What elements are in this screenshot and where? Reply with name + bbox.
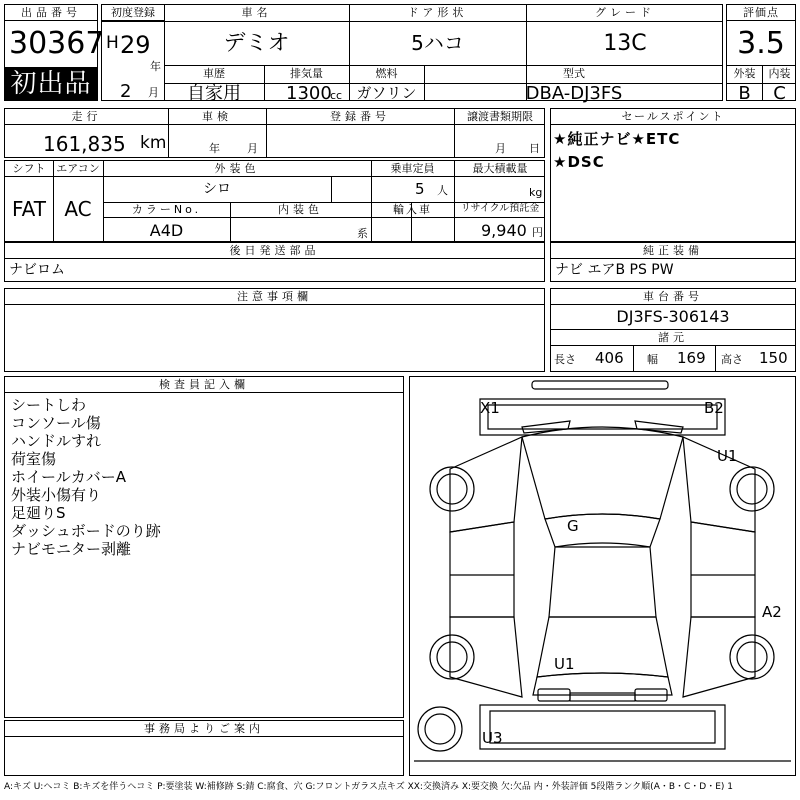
lot-number-box: [4, 4, 105, 101]
later-parts: ナビロム: [9, 262, 65, 278]
lot-number: 30367: [9, 26, 105, 61]
later-parts-header: 後日発送部品: [5, 243, 544, 259]
rating: 3.5: [737, 26, 785, 61]
mark-g: G: [567, 517, 579, 535]
aircon-header: エアコン: [56, 162, 100, 175]
mark-a2: A2: [762, 603, 782, 621]
length-label: 長さ: [554, 353, 576, 366]
inspector-note: シートしわ: [11, 396, 87, 414]
interior-score: C: [773, 83, 786, 104]
mileage-header: 走行: [71, 110, 102, 123]
specs-header: 諸元: [658, 331, 688, 344]
later-parts-box: [4, 242, 545, 282]
kei-unit: 系: [357, 227, 368, 240]
genuine-equipment-box: [550, 242, 796, 282]
genuine-header: 純正装備: [551, 243, 795, 259]
mark-x1: X1: [480, 399, 500, 417]
mileage-row: [4, 108, 545, 158]
persons-unit: 人: [437, 184, 448, 197]
int-color-header: 内装色: [278, 203, 323, 216]
mileage: 161,835: [43, 132, 126, 156]
month-unit: 月: [148, 86, 159, 99]
mark-u1-front: U1: [717, 447, 738, 465]
cc-unit: cc: [330, 89, 343, 102]
reg-year: 29: [120, 31, 151, 59]
mark-u1-rear: U1: [554, 655, 575, 673]
era: H: [106, 33, 119, 53]
color-no-header: カラーNo.: [131, 203, 202, 216]
sales-point-header: セールスポイント: [551, 109, 795, 125]
sales-point-box: [550, 108, 796, 242]
equipment-grid: [4, 160, 545, 242]
car-name: デミオ: [223, 31, 290, 56]
damage-legend: A:キズ U:ヘコミ B:キズを伴うヘコミ P:要塗装 W:補修跡 S:錆 C:腐食、穴 G:フロントガラス点キズ XX:交換済み X:要交換 欠:欠品 内・外装評価 5段階ランク順(A・B・C・D・E) 1: [4, 782, 734, 792]
transfer-header: 譲渡書類期限: [467, 110, 533, 123]
aircon: AC: [64, 197, 92, 221]
height-value: 150: [759, 349, 788, 367]
vehicle-basic-box: [101, 4, 723, 104]
import-header: 輸入車: [393, 203, 432, 216]
width-label: 幅: [647, 353, 658, 366]
rating-header: 評価点: [727, 5, 795, 21]
car-diagram: [409, 376, 796, 776]
model-code: DBA-DJ3FS: [525, 83, 623, 104]
inspection-month-unit: 月: [247, 142, 258, 155]
sales-point-2: ★DSC: [553, 153, 605, 171]
capacity: 5: [415, 180, 425, 198]
first-listing-badge: 初出品: [5, 67, 97, 101]
color-no: A4D: [149, 221, 184, 240]
interior-header: 内装: [768, 67, 791, 80]
history: 自家用: [187, 83, 241, 104]
genuine-equipment: ナビ エアB PS PW: [555, 262, 674, 278]
year-unit: 年: [150, 60, 161, 73]
first-reg-header: 初度登録: [102, 5, 164, 21]
length-value: 406: [595, 349, 624, 367]
mark-b2: B2: [704, 399, 724, 417]
rating-box: [726, 4, 796, 104]
inspection-year-unit: 年: [209, 142, 220, 155]
recycle-fee: 9,940: [481, 221, 527, 240]
chassis-box: [550, 288, 796, 372]
inspection-header: 車検: [202, 110, 232, 123]
chassis-header: 車台番号: [551, 289, 795, 305]
sales-point-1: ★純正ナビ★ETC: [553, 130, 681, 148]
ext-color-header: 外装色: [214, 162, 260, 175]
inspector-note: コンソール傷: [11, 414, 101, 432]
fuel: ガソリン: [356, 84, 417, 102]
inspector-header: 検査員記入欄: [5, 377, 403, 393]
mark-u3: U3: [482, 729, 503, 747]
width-value: 169: [677, 349, 706, 367]
chassis-number: DJ3FS-306143: [616, 307, 730, 326]
exterior-header: 外装: [733, 67, 756, 80]
fuel-header: 燃料: [375, 67, 398, 80]
inspector-note: ダッシュボードのり跡: [11, 522, 161, 540]
history-header: 車歴: [203, 67, 225, 80]
kg-unit: kg: [529, 186, 543, 199]
office-header: 事務局よりご案内: [5, 721, 403, 737]
capacity-header: 乗車定員: [390, 162, 435, 175]
inspector-notes-list: [11, 396, 161, 558]
door-header: ドア形状: [407, 6, 468, 19]
reg-month: 2: [120, 81, 132, 102]
lot-number-header: 出品番号: [5, 5, 97, 21]
inspector-note: ナビモニター剥離: [11, 540, 132, 558]
recycle-header: リサイクル預託金: [460, 203, 540, 214]
grade-header: グレード: [595, 6, 655, 19]
inspector-note: ホイールカバーA: [11, 468, 126, 486]
transfer-day-unit: 日: [529, 142, 540, 155]
office-box: [4, 720, 404, 776]
shift-header: シフト: [12, 162, 46, 175]
yen-unit: 円: [532, 226, 543, 239]
model-header: 型式: [563, 67, 585, 80]
max-load-header: 最大積載量: [472, 162, 528, 175]
inspector-note: 荷室傷: [11, 450, 57, 468]
reg-no-header: 登録番号: [330, 110, 390, 123]
ext-color: シロ: [203, 181, 231, 197]
inspector-box: [4, 376, 404, 718]
km-unit: km: [140, 133, 167, 153]
car-name-header: 車名: [241, 6, 272, 19]
notes-header: 注意事項欄: [5, 289, 544, 305]
height-label: 高さ: [721, 353, 743, 366]
door-type: 5ハコ: [411, 31, 464, 55]
displacement: 1300: [286, 83, 332, 104]
inspector-note: 外装小傷有り: [11, 486, 102, 504]
displacement-header: 排気量: [290, 67, 323, 80]
car-outline-svg: [410, 377, 795, 775]
shift: FAT: [11, 197, 46, 221]
transfer-month-unit: 月: [495, 142, 506, 155]
inspector-note: 足廻りS: [11, 504, 66, 522]
exterior-score: B: [738, 83, 751, 104]
grade: 13C: [603, 31, 647, 56]
inspector-note: ハンドルすれ: [11, 432, 102, 450]
notes-box: [4, 288, 545, 372]
